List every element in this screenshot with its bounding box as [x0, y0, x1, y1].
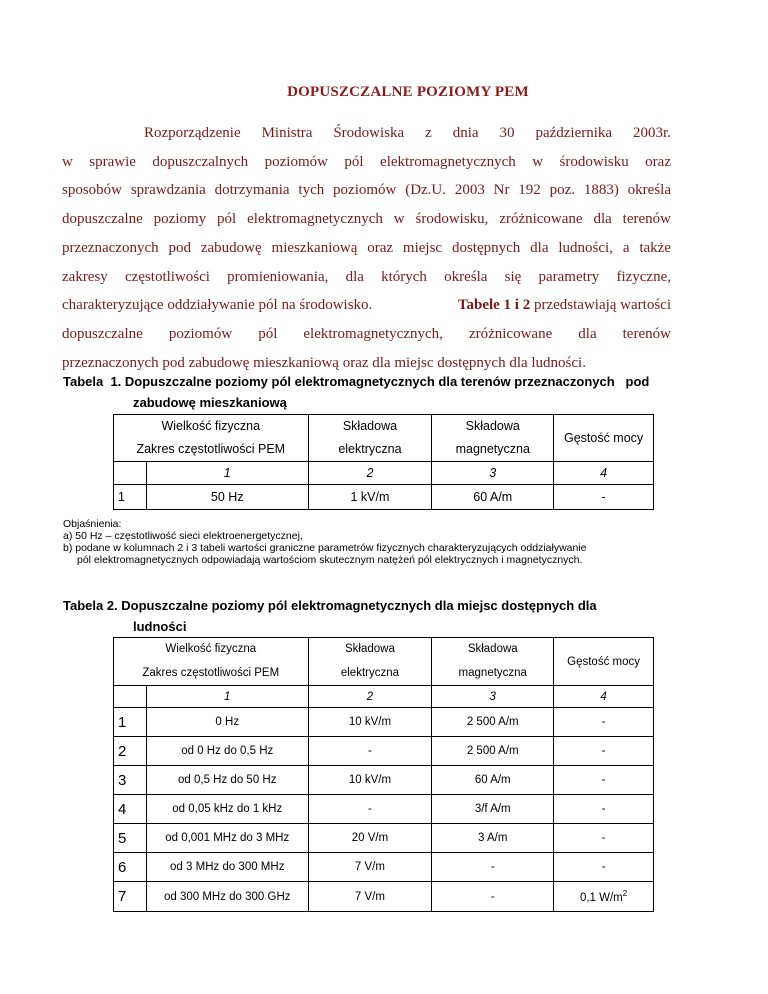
row-number: 1 — [114, 708, 147, 737]
t1-colnum: 3 — [432, 462, 554, 485]
cell-range: od 300 MHz do 300 GHz — [146, 882, 308, 912]
word: z — [425, 125, 432, 141]
cell-magnetic: 3 A/m — [432, 824, 554, 853]
notes-heading: Objaśnienia: — [63, 518, 122, 530]
cell-range: od 0,001 MHz do 3 MHz — [146, 824, 308, 853]
word: dla — [578, 325, 597, 342]
t1-header-power: Gęstość mocy — [554, 415, 654, 462]
word: zróżnicowane — [468, 325, 553, 342]
paragraph-line-3: sposobów sprawdzania dotrzymania tych poziomów (Dz.U. 2003 Nr 192 poz. 1883) określa — [62, 182, 671, 199]
t1-header-electric-a: Składowa — [308, 415, 432, 438]
word: października — [535, 125, 613, 141]
cell-range: 0 Hz — [146, 708, 308, 737]
word: Ministra — [261, 125, 313, 141]
note-a: a) 50 Hz – częstotliwość sieci elektroenergetycznej, — [63, 530, 303, 542]
table-row — [114, 737, 654, 766]
note-b-continued: pól elektromagnetycznych odpowiadają wartościom skutecznym natężeń pól elektrycznych i magnetycznych. — [77, 554, 583, 566]
cell-magnetic: - — [432, 882, 554, 912]
t2-header-range: Zakres częstotliwości PEM — [114, 661, 309, 686]
text-segment: przedstawiają wartości — [533, 297, 671, 314]
cell-range: 50 Hz — [146, 485, 308, 510]
cell-power: - — [554, 853, 654, 882]
table-row — [114, 853, 654, 882]
table2-caption-line1: Tabela 2. Dopuszczalne poziomy pól elektromagnetycznych dla miejsc dostępnych dla — [63, 598, 597, 613]
cell-magnetic: 60 A/m — [432, 485, 554, 510]
paragraph-line-6: zakresy częstotliwości promieniowania, dla których określa się parametry fizyczne, — [62, 268, 671, 285]
table-row — [114, 882, 654, 912]
table1-caption — [63, 371, 703, 413]
word: dopuszczalne — [62, 325, 143, 342]
cell-power: - — [554, 795, 654, 824]
row-number: 4 — [114, 795, 147, 824]
power-value: 0,1 W/m — [579, 891, 623, 904]
table1-notes — [63, 518, 723, 566]
t2-header-quantity: Wielkość fizyczna — [114, 638, 309, 661]
table1 — [113, 414, 654, 510]
table-row — [114, 824, 654, 853]
word: pól — [258, 325, 278, 342]
note-b: b) podane w kolumnach 2 i 3 tabeli wartości graniczne parametrów fizycznych charakteryzujących oddziaływanie — [63, 542, 587, 554]
table2-caption-line2: ludności — [133, 619, 187, 634]
t1-header-magnetic-a: Składowa — [432, 415, 554, 438]
row-number: 7 — [114, 882, 147, 912]
cell-power: - — [554, 737, 654, 766]
cell-power — [554, 882, 654, 912]
table1-caption-line1: Tabela 1. Dopuszczalne poziomy pól elektromagnetycznych dla terenów przeznaczonych pod — [63, 374, 650, 389]
t1-colnum: 2 — [308, 462, 432, 485]
cell-electric: 20 V/m — [308, 824, 432, 853]
table-row — [114, 485, 654, 510]
table-row — [114, 708, 654, 737]
t1-colnum: 1 — [146, 462, 308, 485]
t2-colnum-blank — [114, 686, 147, 708]
cell-range: od 3 MHz do 300 MHz — [146, 853, 308, 882]
word: 30 — [499, 125, 515, 141]
cell-range: od 0,05 kHz do 1 kHz — [146, 795, 308, 824]
word: poziomów — [168, 325, 233, 342]
cell-electric: - — [308, 795, 432, 824]
paragraph-line-2: w sprawie dopuszczalnych poziomów pól elektromagnetycznych w środowisku oraz — [62, 153, 671, 170]
cell-power: - — [554, 824, 654, 853]
document-title: DOPUSZCZALNE POZIOMY PEM — [287, 84, 529, 100]
cell-power: - — [554, 485, 654, 510]
cell-magnetic: 3/f A/m — [432, 795, 554, 824]
t2-colnum: 2 — [308, 686, 432, 708]
cell-electric: 10 kV/m — [308, 708, 432, 737]
row-number: 6 — [114, 853, 147, 882]
cell-electric: 10 kV/m — [308, 766, 432, 795]
t2-header-power: Gęstość mocy — [554, 638, 654, 686]
cell-power: - — [554, 766, 654, 795]
word: Środowiska — [333, 125, 405, 141]
word: elektromagnetycznych, — [303, 325, 443, 342]
t2-header-magnetic-b: magnetyczna — [432, 661, 554, 686]
t1-header-magnetic-b: magnetyczna — [432, 438, 554, 462]
cell-power: - — [554, 708, 654, 737]
t1-header-range: Zakres częstotliwości PEM — [114, 438, 309, 462]
cell-magnetic: 60 A/m — [432, 766, 554, 795]
t1-header-electric-b: elektryczna — [308, 438, 432, 462]
t1-colnum: 4 — [554, 462, 654, 485]
t2-colnum: 1 — [146, 686, 308, 708]
text-segment: charakteryzujące oddziaływanie pól na środowisko. — [62, 297, 373, 314]
cell-electric: 7 V/m — [308, 882, 432, 912]
t1-header-quantity: Wielkość fizyczna — [114, 415, 309, 438]
t1-colnum-blank — [114, 462, 147, 485]
cell-range: od 0,5 Hz do 50 Hz — [146, 766, 308, 795]
table2 — [113, 637, 654, 912]
word: terenów — [622, 325, 671, 342]
row-number: 3 — [114, 766, 147, 795]
word: dnia — [452, 125, 479, 141]
table1-caption-line2: zabudowę mieszkaniową — [133, 395, 287, 410]
row-number: 1 — [114, 485, 147, 510]
paragraph-line-9: przeznaczonych pod zabudowę mieszkaniową oraz dla miejsc dostępnych dla ludności. — [62, 354, 586, 371]
cell-range: od 0 Hz do 0,5 Hz — [146, 737, 308, 766]
cell-electric: 7 V/m — [308, 853, 432, 882]
paragraph-line-7 — [62, 291, 671, 320]
intro-paragraph — [62, 119, 671, 377]
power-unit-exponent: 2 — [622, 889, 628, 899]
cell-electric: - — [308, 737, 432, 766]
t2-header-electric-b: elektryczna — [308, 661, 432, 686]
t2-colnum: 3 — [432, 686, 554, 708]
cell-magnetic: 2 500 A/m — [432, 708, 554, 737]
cell-electric: 1 kV/m — [308, 485, 432, 510]
table2-caption — [63, 595, 703, 637]
table-reference: Tabele 1 i 2 — [457, 297, 531, 314]
paragraph-line-4: dopuszczalne poziomy pól elektromagnetycznych w środowisku, zróżnicowane dla terenów — [62, 211, 671, 228]
table-row — [114, 795, 654, 824]
table-row — [114, 766, 654, 795]
row-number: 5 — [114, 824, 147, 853]
paragraph-line-5: przeznaczonych pod zabudowę mieszkaniową oraz miejsc dostępnych dla ludności, a także — [62, 239, 671, 256]
paragraph-line-1 — [103, 119, 671, 148]
t2-colnum: 4 — [554, 686, 654, 708]
cell-magnetic: 2 500 A/m — [432, 737, 554, 766]
word: Rozporządzenie — [144, 125, 241, 141]
row-number: 2 — [114, 737, 147, 766]
word: 2003r. — [633, 125, 671, 141]
t2-header-magnetic-a: Składowa — [432, 638, 554, 661]
t2-header-electric-a: Składowa — [308, 638, 432, 661]
paragraph-line-8 — [62, 320, 671, 349]
cell-magnetic: - — [432, 853, 554, 882]
